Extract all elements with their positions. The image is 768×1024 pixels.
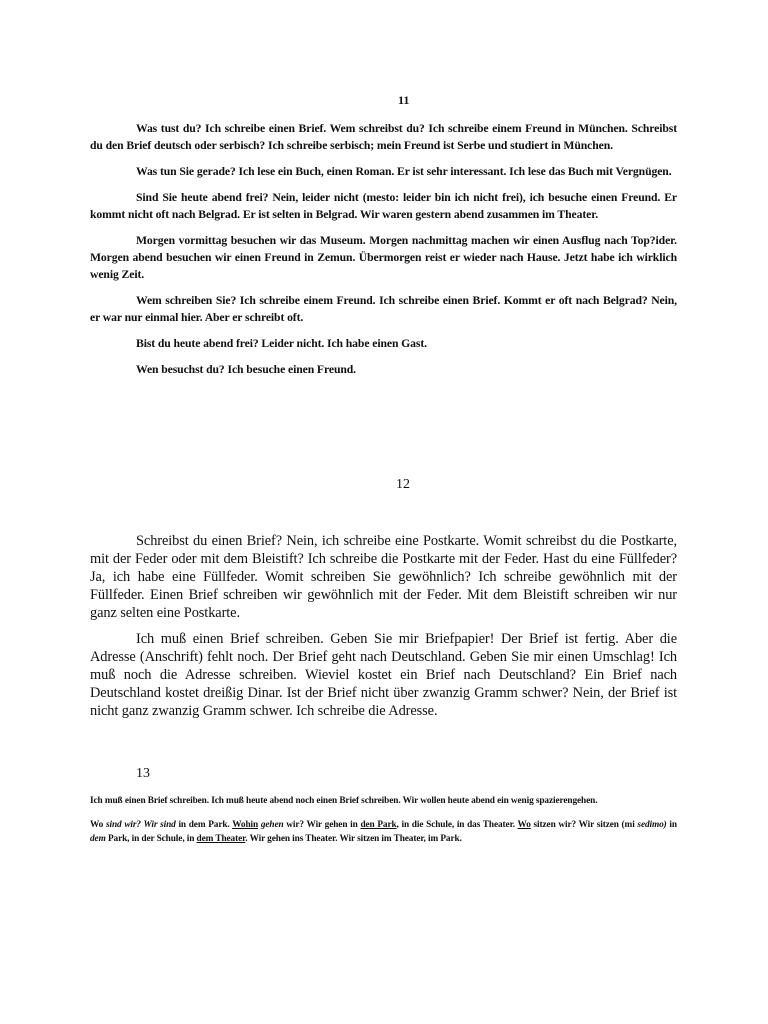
paragraph: Wem schreiben Sie? Ich schreibe einem Freund. Ich schreibe einen Brief. Kommt er oft nach Belgrad? Nein, er war nur einmal hier. Aber er schreibt oft. <box>90 294 677 324</box>
paragraph: Ich muß einen Brief schreiben. Geben Sie mir Briefpapier! Der Brief ist fertig. Aber die Adresse (Anschrift) fehlt noch. Der Brief geht nach Deutschland. Geben Sie mir einen Umschlag! Ich muß noch die Adresse schreiben. Wieviel kostet ein Brief nach Deutschland? Ein Brief nach Deutschland kostet dreißig Dinar. Ist der Brief nicht über zwanzig Gramm schwer? Nein, der Brief ist nicht ganz zwanzig Gramm schwer. Ich schreibe die Adresse. <box>90 631 677 719</box>
underlined-text: Wohin <box>232 820 259 830</box>
text-run: . Wir gehen ins Theater. Wir sitzen im Theater, im Park. <box>245 834 462 844</box>
italic-text: gehen <box>260 820 284 830</box>
text-run: gehen <box>324 820 348 830</box>
paragraph: Schreibst du einen Brief? Nein, ich schreibe eine Postkarte. Womit schreibst du die Postkarte, mit der Feder oder mit dem Bleistift? Ich schreibe die Postkarte mit der Feder. Hast du eine Füllfeder? Ja, ich habe eine Füllfeder. Womit schreiben Sie gewöhnlich? Ich schreibe gewöhnlich mit der Füllfeder. Einen Brief schreiben wir gewöhnlich mit der Feder. Mit dem Bleistift schreiben wir nur ganz selten eine Postkarte. <box>90 533 677 621</box>
paragraph: Ich muß einen Brief schreiben. Ich muß heute abend noch einen Brief schreiben. Wir wollen heute abend ein wenig spazierengehen. <box>90 796 598 806</box>
paragraph: Was tust du? Ich schreibe einen Brief. Wem schreibst du? Ich schreibe einem Freund in München. Schreibst du den Brief deutsch oder serbisch? Ich schreibe serbisch; mein Freund ist Serbe und studiert in München. <box>90 122 677 152</box>
underlined-text: dem Theater <box>196 834 246 844</box>
text-run: in dem Park. <box>175 820 233 830</box>
italic-text: sind wir? Wir sind <box>105 820 176 830</box>
section-number-13: 13 <box>136 766 150 781</box>
text-run: , in die Schule, in das Theater. <box>396 820 518 830</box>
section-12-text <box>90 532 677 728</box>
text-run: sitzen wir? Wir sitzen (mi <box>530 820 638 830</box>
paragraph: Was tun Sie gerade? Ich lese ein Buch, einen Roman. Er ist sehr interessant. Ich lese das Buch mit Vergnügen. <box>136 165 672 178</box>
italic-text: sedimo) <box>637 820 667 830</box>
paragraph <box>90 818 677 846</box>
paragraph: Morgen vormittag besuchen wir das Museum. Morgen nachmittag machen wir einen Ausflug nach Top?ider. Morgen abend besuchen wir einen Freund in Zemun. Übermorgen reist er wieder nach Hause. Jetzt habe ich wirklich wenig Zeit. <box>90 234 677 281</box>
text-run: Park, in der Schule, in <box>105 834 197 844</box>
paragraph: Wen besuchst du? Ich besuche einen Freund. <box>136 363 356 376</box>
italic-text: dem <box>90 834 106 844</box>
section-number-11: 11 <box>398 93 410 107</box>
text-run: in <box>347 820 361 830</box>
text-run: Wo <box>90 820 106 830</box>
text-run: wir? Wir <box>283 820 325 830</box>
paragraph: Bist du heute abend frei? Leider nicht. Ich habe einen Gast. <box>136 337 427 350</box>
section-number-12: 12 <box>396 477 410 492</box>
underlined-text: Wo <box>517 820 531 830</box>
section-13-text <box>90 794 677 856</box>
section-11-text <box>90 120 677 387</box>
paragraph: Sind Sie heute abend frei? Nein, leider nicht (mesto: leider bin ich nicht frei), ich besuche einen Freund. Er kommt nicht oft nach Belgrad. Er ist selten in Belgrad. Wir waren gestern abend zusammen im Theater. <box>90 191 677 221</box>
underlined-text: den Park <box>360 820 397 830</box>
text-run: in <box>666 820 677 830</box>
